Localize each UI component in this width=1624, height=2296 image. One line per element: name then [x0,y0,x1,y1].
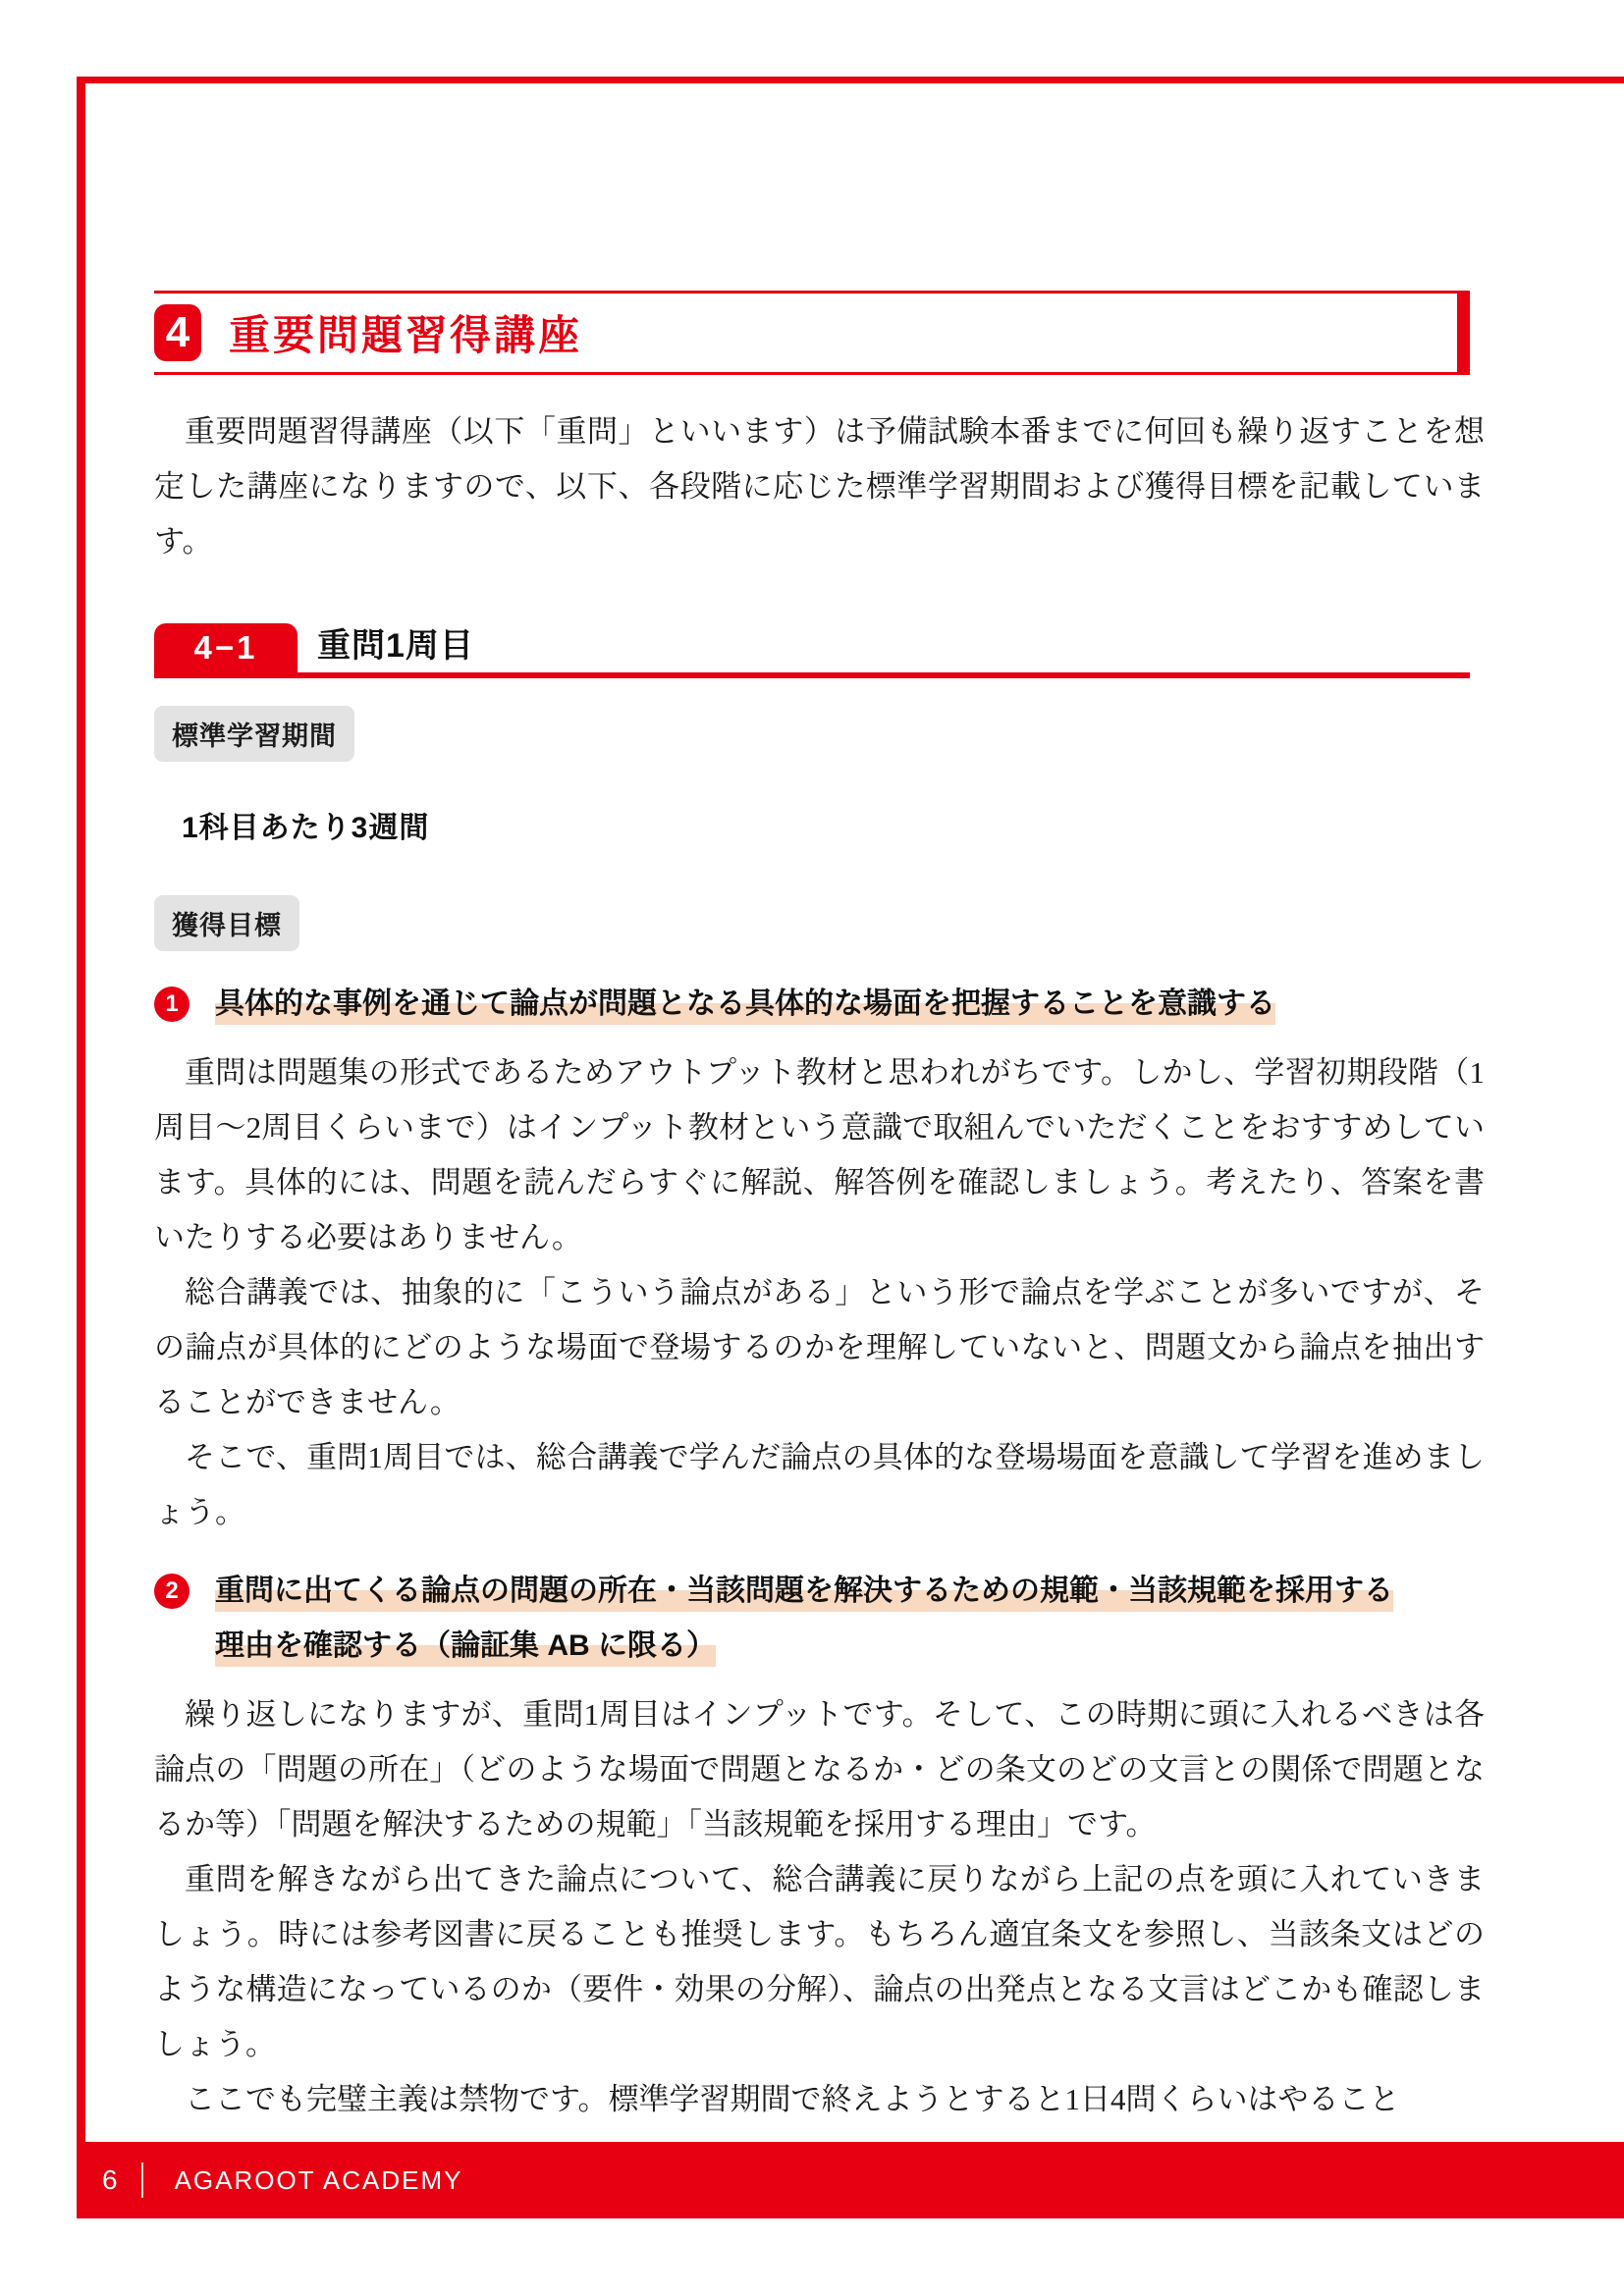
chapter-number-badge: 4 [154,304,201,361]
goal-item-2 [154,1564,1485,2127]
goal-2-heading-text: 重問に出てくる論点の問題の所在・当該問題を解決するための規範・当該規範を採用する理由を確認する（論証集 AB に限る） [215,1575,1393,1667]
left-spine-rule [77,77,85,2142]
goal-2-paragraph-2: 重問を解きながら出てきた論点について、総合講義に戻りながら上記の点を頭に入れていきましょう。時には参考図書に戻ることも推奨します。もちろん適宜条文を参照し、当該条文はどのような構造になっているのか（要件・効果の分解）、論点の出発点となる文言はどこかも確認しましょう。 [154,1862,1485,2061]
goal-1-heading [215,977,1408,1032]
section-title: 重問1周目 [317,627,474,665]
chapter-title: 重要問題習得講座 [229,312,583,358]
goals-row [154,895,1485,951]
content-column [154,291,1485,2127]
study-period-label-chip: 標準学習期間 [154,706,354,762]
goal-1-paragraph-2: 総合講義では、抽象的に「こういう論点がある」という形で論点を学ぶことが多いですが、その論点が具体的にどのような場面で登場するのかを理解していないと、問題文から論点を抽出することができません。 [154,1275,1485,1419]
goal-2-paragraph-1: 繰り返しになりますが、重問1周目はインプットです。そして、この時期に頭に入れるべきは各論点の「問題の所在」（どのような場面で問題となるか・どの条文のどの文言との関係で問題となるか等）「問題を解決するための規範」「当該規範を採用する理由」です。 [154,1697,1485,1842]
footer-divider [141,2163,143,2198]
goal-1-number-badge: 1 [154,987,189,1022]
footer-brand: AGAROOT ACADEMY [174,2164,463,2195]
page-footer [77,2142,1624,2218]
goal-2-paragraph-3: ここでも完璧主義は禁物です。標準学習期間で終えようとすると1日4問くらいはやること [185,2082,1400,2116]
goal-item-1 [154,977,1485,1540]
section-number-badge: 4−1 [154,623,298,672]
goal-2-heading [215,1564,1408,1674]
goal-1-paragraph-3: そこで、重問1周目では、総合講義で学んだ論点の具体的な登場場面を意識して学習を進めましょう。 [154,1440,1485,1529]
goal-1-heading-row [154,977,1485,1032]
top-rule [77,77,1624,83]
goals-label-chip: 獲得目標 [154,895,299,951]
goal-1-heading-text: 具体的な事例を通じて論点が問題となる具体的な場面を把握することを意識する [215,988,1275,1025]
goal-2-number-badge: 2 [154,1574,189,1609]
study-period-value: 1科目あたり3週間 [182,812,430,844]
study-period-row [154,706,1485,762]
section-header [154,618,1470,678]
goal-2-heading-row [154,1564,1485,1674]
chapter-intro-paragraph: 重要問題習得講座（以下「重問」といいます）は予備試験本番までに何回も繰り返すことを想定した講座になりますので、以下、各段階に応じた標準学習期間および獲得目標を記載しています。 [154,414,1485,559]
page-number: 6 [102,2164,118,2195]
goal-1-paragraph-1: 重問は問題集の形式であるためアウトプット教材と思われがちです。しかし、学習初期段階（1周目〜2周目くらいまで）はインプット教材という意識で取組んでいただくことをおすすめしています。具体的には、問題を読んだらすぐに解説、解答例を確認しましょう。考えたり、答案を書いたりする必要はありません。 [154,1055,1485,1255]
chapter-header [154,291,1470,375]
